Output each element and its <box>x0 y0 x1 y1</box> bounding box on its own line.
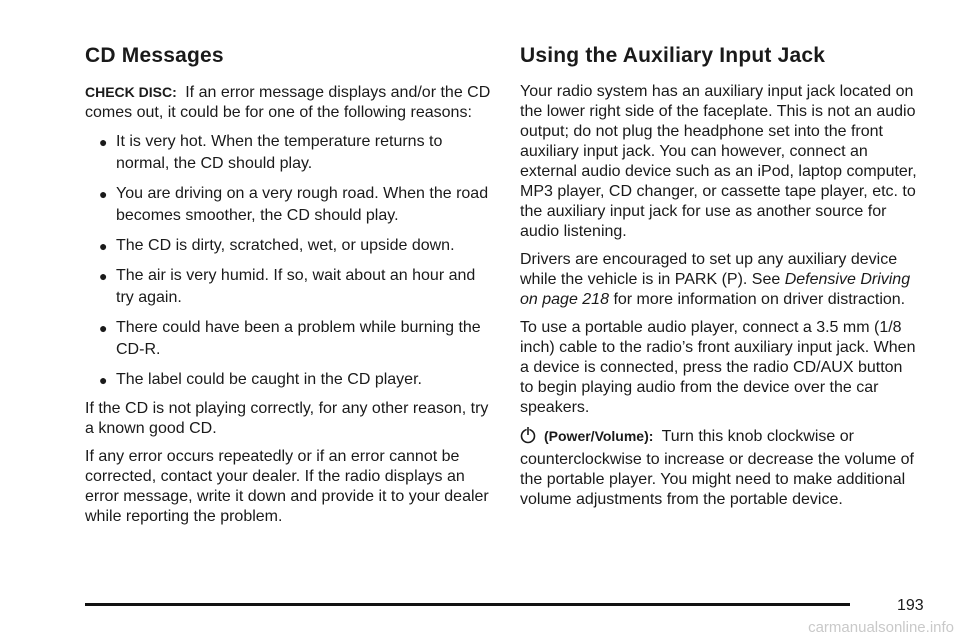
page-number: 193 <box>897 597 924 614</box>
list-item-text: The air is very humid. If so, wait about an hour and try again. <box>116 267 476 306</box>
check-disc-label: CHECK DISC: <box>85 84 177 100</box>
power-volume-text: Turn this knob clockwise or counterclockwise to increase or decrease the volume of the portable player. You might need to make additional volume adjustments from the portable device. <box>520 428 914 508</box>
list-item-text: The CD is dirty, scratched, wet, or upside down. <box>116 237 455 254</box>
power-icon <box>520 426 536 450</box>
list-item <box>85 317 493 361</box>
list-item-text: It is very hot. When the temperature returns to normal, the CD should play. <box>116 133 443 172</box>
watermark: carmanualsonline.info <box>808 619 954 636</box>
paragraph-text: Drivers are encouraged to set up any auxiliary device while the vehicle is in PARK (P). See <box>520 251 898 288</box>
check-disc-text: If an error message displays and/or the CD comes out, it could be for one of the following reasons: <box>85 84 491 121</box>
cd-messages-heading: CD Messages <box>85 44 224 67</box>
check-disc-paragraph <box>85 82 493 123</box>
power-volume-paragraph <box>520 426 920 510</box>
bullet-icon: ● <box>99 134 108 150</box>
list-item-text: There could have been a problem while burning the CD-R. <box>116 319 481 358</box>
driver-distraction-paragraph <box>520 250 920 310</box>
paragraph-text: for more information on driver distraction. <box>613 291 906 308</box>
list-item <box>85 369 493 391</box>
list-item <box>85 131 493 175</box>
power-volume-label: (Power/Volume): <box>544 428 654 444</box>
list-item <box>85 265 493 309</box>
list-item-text: You are driving on a very rough road. When the road becomes smoother, the CD should play. <box>116 185 489 224</box>
contact-dealer-paragraph: If any error occurs repeatedly or if an error cannot be corrected, contact your dealer. If the radio displays an error message, write it down and provide it to your dealer while reporting the problem. <box>85 448 489 525</box>
good-cd-paragraph: If the CD is not playing correctly, for any other reason, try a known good CD. <box>85 400 489 437</box>
footer-rule <box>85 603 850 606</box>
right-column <box>520 44 920 518</box>
defensive-driving-reference: Defensive Driving on page 218 <box>520 271 911 308</box>
list-item-text: The label could be caught in the CD player. <box>116 371 422 388</box>
list-item <box>85 183 493 227</box>
aux-intro-paragraph: Your radio system has an auxiliary input jack located on the lower right side of the faceplate. This is not an audio output; do not plug the headphone set into the front auxiliary input jack. You can however, connect an external audio device such as an iPod, laptop computer, MP3 player, CD changer, or cassette tape player, etc. to the auxiliary input jack for use as another source for audio listening. <box>520 83 917 240</box>
bullet-icon: ● <box>99 186 108 202</box>
aux-input-heading: Using the Auxiliary Input Jack <box>520 44 826 67</box>
bullet-icon: ● <box>99 372 108 388</box>
bullet-icon: ● <box>99 268 108 284</box>
left-column <box>85 44 493 535</box>
bullet-icon: ● <box>99 238 108 254</box>
portable-player-paragraph: To use a portable audio player, connect a 3.5 mm (1/8 inch) cable to the radio’s front auxiliary input jack. When a device is connected, press the radio CD/AUX button to begin playing audio from the device over the car speakers. <box>520 319 916 416</box>
reasons-list <box>85 131 493 391</box>
bullet-icon: ● <box>99 320 108 336</box>
list-item <box>85 235 493 257</box>
